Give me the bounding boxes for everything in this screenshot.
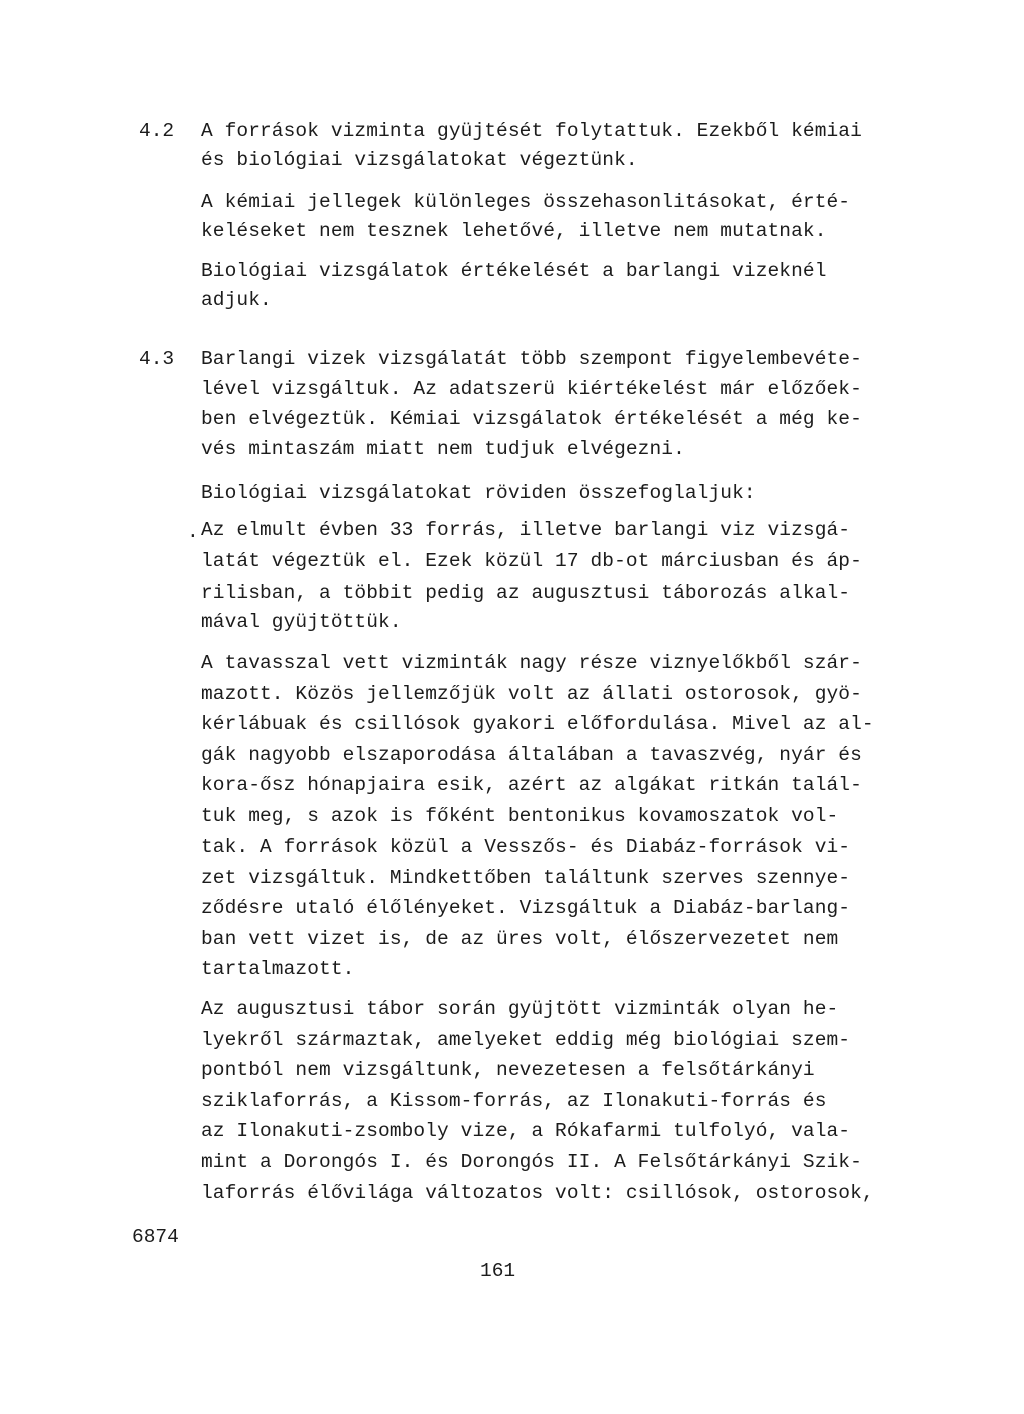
text-line: ben elvégeztük. Kémiai vizsgálatok értékelését a még ke- (201, 408, 862, 430)
text-line: pontból nem vizsgáltunk, nevezetesen a felsőtárkányi (201, 1059, 815, 1081)
text-line: ződésre utaló élőlényeket. Vizsgáltuk a Diabáz-barlang- (201, 897, 851, 919)
text-line: keléseket nem tesznek lehetővé, illetve nem mutatnak. (201, 220, 827, 242)
text-line: Biológiai vizsgálatok értékelését a barlangi vizeknél (201, 260, 827, 282)
text-line: A kémiai jellegek különleges összehasonlitásokat, érté- (201, 191, 851, 213)
text-line: adjuk. (201, 289, 272, 311)
section-number-4-3: 4.3 (139, 348, 175, 370)
text-line: Az augusztusi tábor során gyüjtött vizminták olyan he- (201, 998, 839, 1020)
text-line: lyekről származtak, amelyeket eddig még biológiai szem- (201, 1029, 851, 1051)
text-line: A források vizminta gyüjtését folytattuk. Ezekből kémiai (201, 120, 862, 142)
text-line: latát végeztük el. Ezek közül 17 db-ot márciusban és áp- (201, 550, 862, 572)
text-line: vés mintaszám miatt nem tudjuk elvégezni. (201, 438, 685, 460)
text-line: lével vizsgáltuk. Az adatszerü kiértékelést már előzőek- (201, 378, 862, 400)
text-line: ban vett vizet is, de az üres volt, élőszervezetet nem (201, 928, 839, 950)
text-line: Barlangi vizek vizsgálatát több szempont figyelembevéte- (201, 348, 862, 370)
text-line: és biológiai vizsgálatokat végeztünk. (201, 149, 638, 171)
bullet-mark: . (187, 521, 199, 543)
text-line: gák nagyobb elszaporodása általában a tavaszvég, nyár és (201, 744, 862, 766)
text-line: mint a Dorongós I. és Dorongós II. A Felsőtárkányi Szik- (201, 1151, 862, 1173)
text-line: Az elmult évben 33 forrás, illetve barlangi viz vizsgá- (201, 519, 851, 541)
page-number: 161 (480, 1260, 516, 1282)
text-line: kora-ősz hónapjaira esik, azért az algákat ritkán talál- (201, 774, 862, 796)
text-line: tak. A források közül a Vesszős- és Diabáz-források vi- (201, 836, 851, 858)
text-line: A tavasszal vett vizminták nagy része viznyelőkből szár- (201, 652, 862, 674)
section-number-4-2: 4.2 (139, 120, 175, 142)
margin-number: 6874 (132, 1226, 179, 1248)
text-line: Biológiai vizsgálatokat röviden összefoglaljuk: (201, 482, 756, 504)
text-line: mával gyüjtöttük. (201, 611, 402, 633)
text-line: mazott. Közös jellemzőjük volt az állati ostorosok, gyö- (201, 683, 862, 705)
text-line: tartalmazott. (201, 958, 355, 980)
text-line: zet vizsgáltuk. Mindkettőben találtunk szerves szennye- (201, 867, 851, 889)
text-line: sziklaforrás, a Kissom-forrás, az Ilonakuti-forrás és (201, 1090, 827, 1112)
text-line: az Ilonakuti-zsomboly vize, a Rókafarmi tulfolyó, vala- (201, 1120, 851, 1142)
text-line: kérlábuak és csillósok gyakori előfordulása. Mivel az al- (201, 713, 874, 735)
text-line: rilisban, a többit pedig az augusztusi táborozás alkal- (201, 582, 851, 604)
text-line: tuk meg, s azok is főként bentonikus kovamoszatok vol- (201, 805, 839, 827)
text-line: laforrás élővilága változatos volt: csillósok, ostorosok, (201, 1182, 874, 1204)
